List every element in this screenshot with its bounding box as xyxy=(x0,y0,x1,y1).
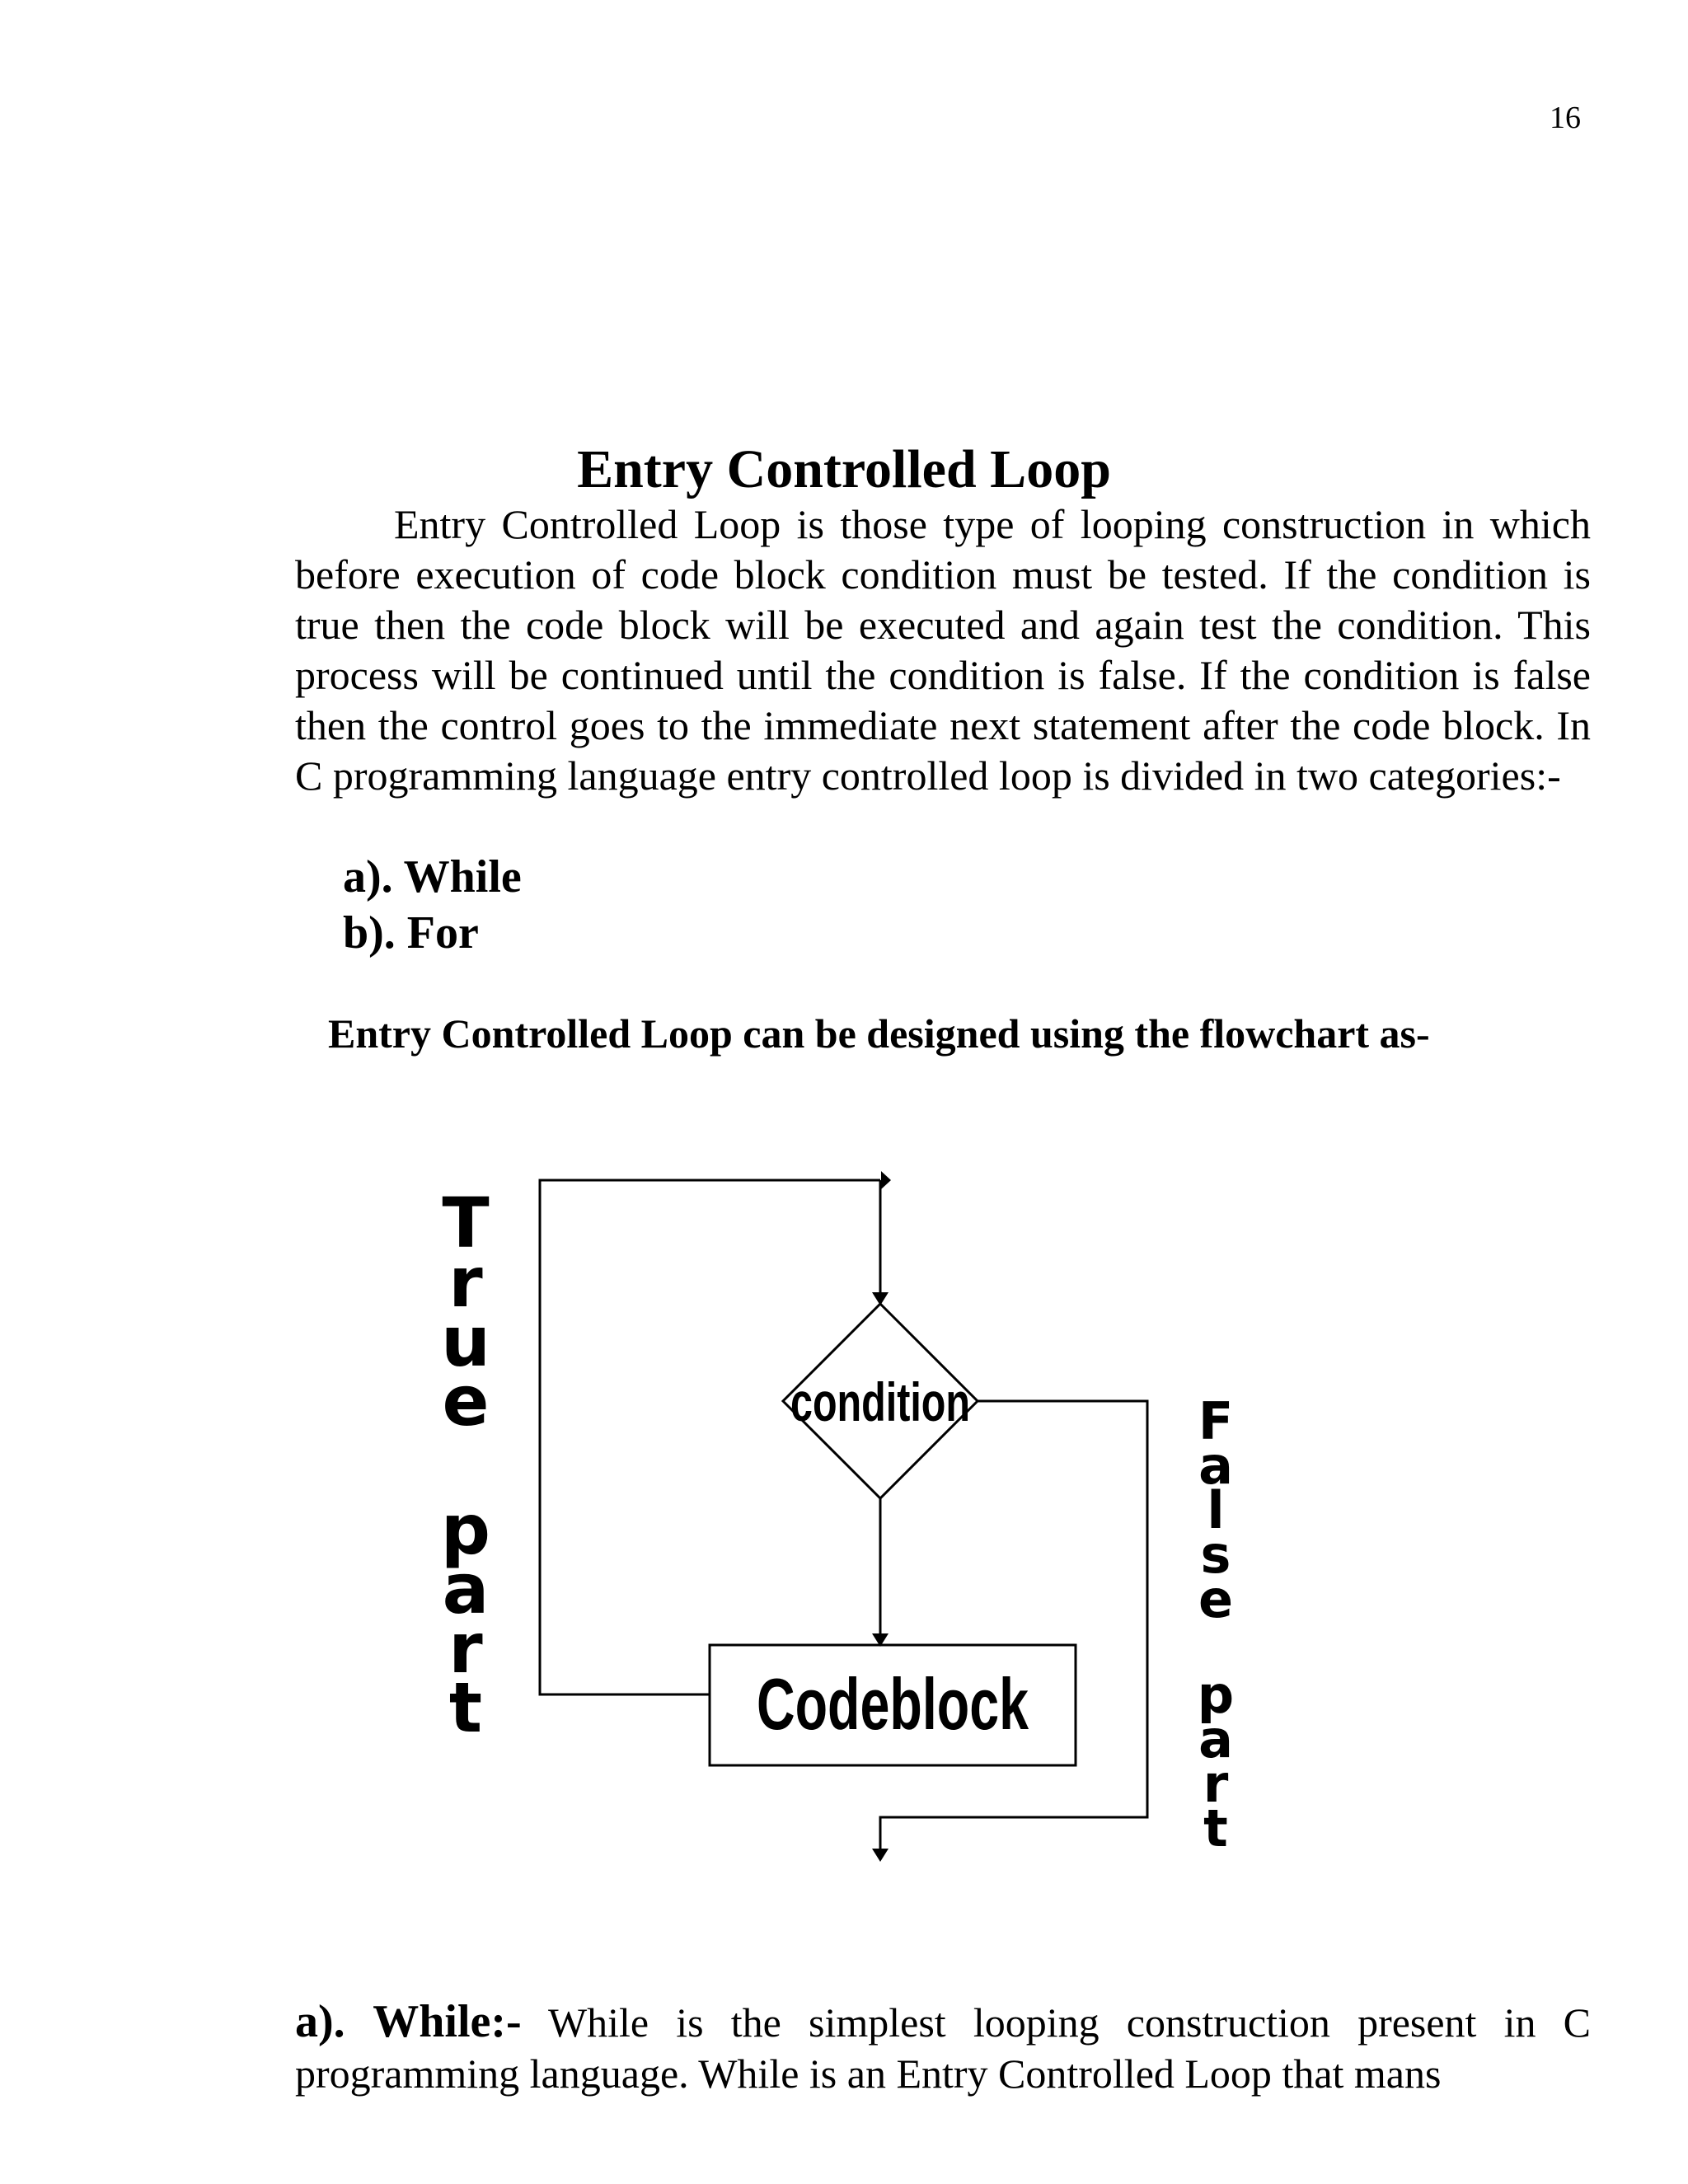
codeblock-label: Codeblock xyxy=(757,1663,1029,1745)
label-letter: p xyxy=(440,1489,491,1570)
label-letter: r xyxy=(448,1242,483,1323)
label-letter: p xyxy=(1197,1665,1235,1725)
true-part-label xyxy=(429,1183,503,1748)
flowchart-caption: Entry Controlled Loop can be designed using the flowchart as- xyxy=(328,1010,1430,1057)
while-paragraph xyxy=(295,1996,1591,2099)
label-letter: T xyxy=(442,1183,490,1263)
intro-paragraph: Entry Controlled Loop is those type of looping construction in which before execution of code block condition must be tested. If the condition is true then the code block will be executed and again test the condition. This process will be continued until the condition is false. If the condition is false then the control goes to the immediate next statement after the code block. In C programming language entry controlled loop is divided in two categories:- xyxy=(295,501,1591,799)
diamond-arrowhead xyxy=(872,1292,889,1305)
label-letter: F xyxy=(1198,1391,1234,1451)
label-letter: r xyxy=(1203,1754,1229,1814)
false-path-line xyxy=(880,1401,1147,1850)
page-number: 16 xyxy=(1550,101,1581,135)
condition-label: condition xyxy=(790,1371,970,1432)
label-letter: l xyxy=(1207,1480,1225,1540)
entry-arrowhead xyxy=(881,1171,891,1189)
category-while: a). While xyxy=(343,851,522,902)
category-for: b). For xyxy=(343,907,479,958)
label-letter: e xyxy=(442,1361,490,1441)
false-part-label xyxy=(1187,1391,1245,1858)
label-letter: e xyxy=(1198,1569,1234,1629)
label-letter: a xyxy=(1198,1436,1233,1496)
page-title: Entry Controlled Loop xyxy=(577,439,1111,499)
exit-arrowhead xyxy=(872,1849,889,1862)
while-heading: a). While:- xyxy=(295,1996,522,2047)
label-letter: t xyxy=(1203,1798,1228,1858)
label-letter: a xyxy=(1198,1709,1233,1769)
label-letter: s xyxy=(1200,1525,1231,1585)
label-letter: a xyxy=(442,1549,490,1629)
label-letter: r xyxy=(448,1608,483,1689)
while-text: While is the simplest looping construction present in C programming language. While is an Entry Controlled Loop that mans xyxy=(295,1999,1591,2097)
label-letter: t xyxy=(448,1667,483,1748)
label-letter: u xyxy=(441,1301,490,1382)
